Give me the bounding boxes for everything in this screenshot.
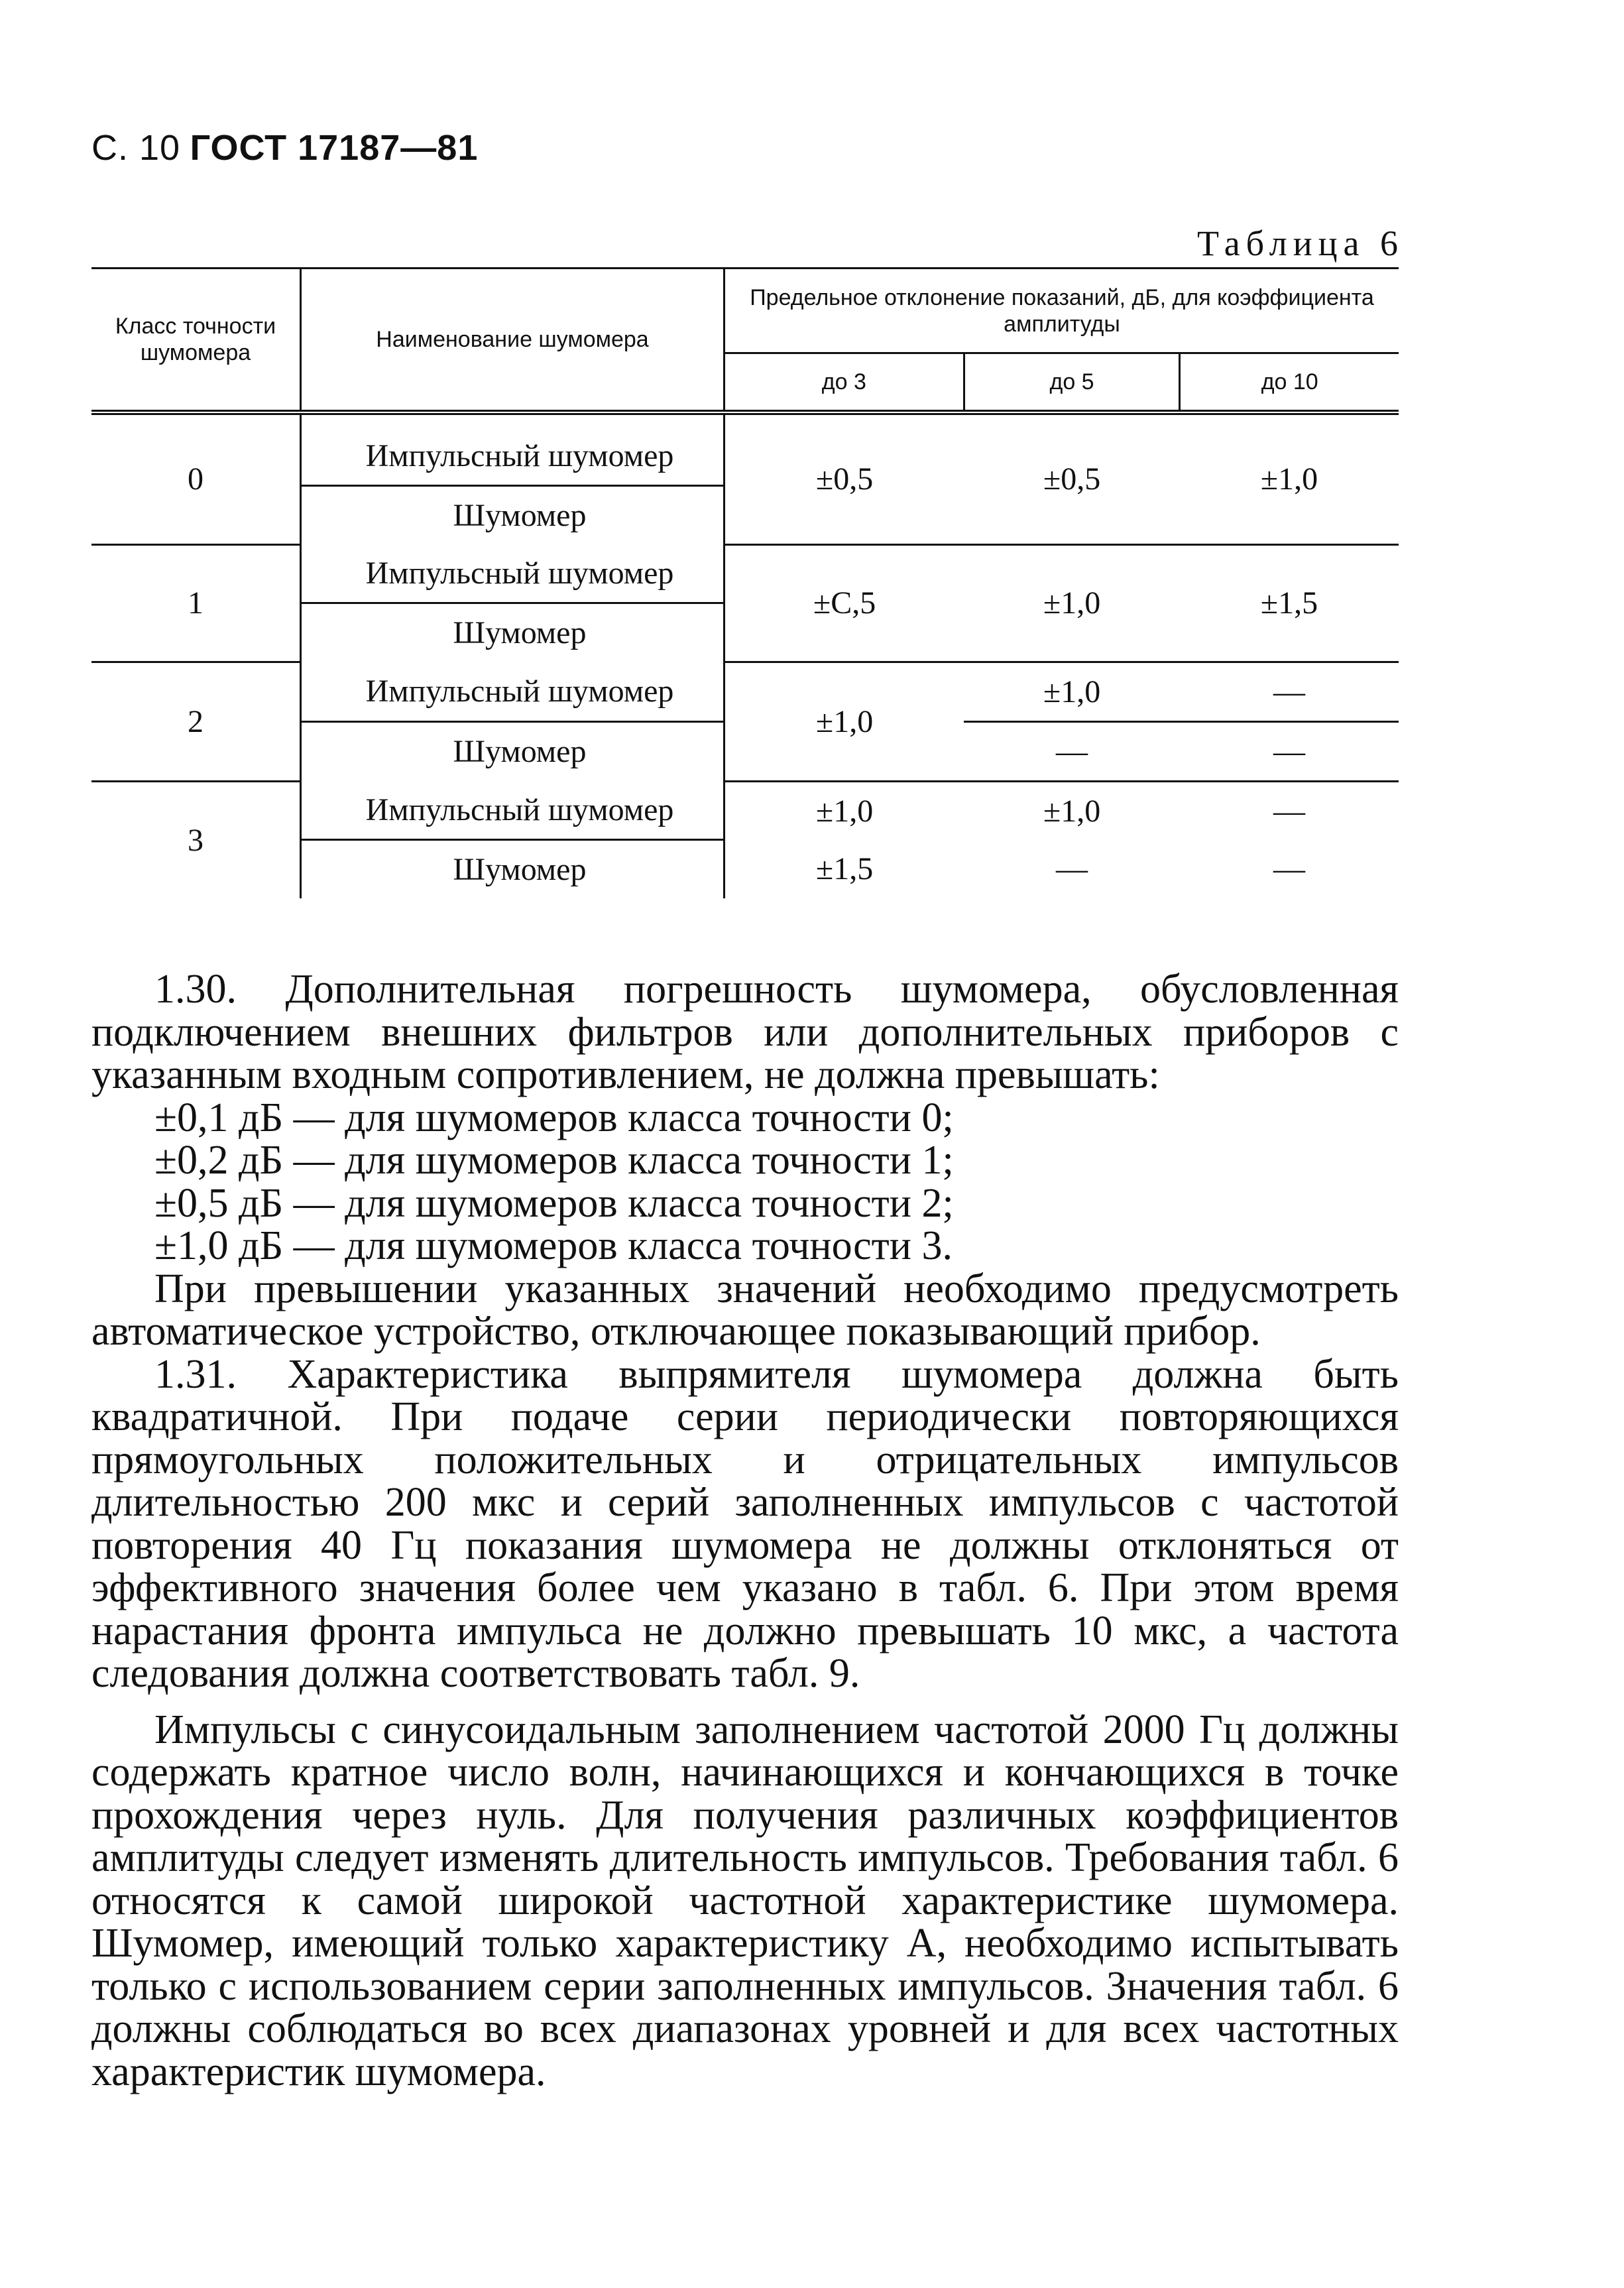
value-cell: ±0,5 (725, 412, 964, 544)
table-row (91, 662, 1399, 721)
value-cell: — (1180, 721, 1399, 781)
class-cell: 3 (91, 781, 301, 898)
page-number: С. 10 (91, 128, 181, 168)
col-header-limit-group: Предельное отклонение показаний, дБ, для коэффициента амплитуды (725, 269, 1399, 353)
value-cell: — (964, 721, 1180, 781)
page-header (91, 127, 478, 168)
tolerance-table (91, 267, 1399, 898)
value-cell: — (1273, 851, 1305, 887)
value-cell: ±1,0 (1180, 412, 1399, 544)
class-cell: 0 (91, 412, 301, 544)
meter-name-cell: Импульсный шумомер (301, 662, 725, 721)
meter-name-cell: Шумомер (301, 840, 725, 899)
table-row (91, 781, 1399, 840)
list-item: ±0,1 дБ — для шумомеров класса точности 0; (154, 1095, 954, 1140)
value-cell: — (1180, 662, 1399, 721)
list-item: ±1,0 дБ — для шумомеров класса точности 3. (154, 1223, 953, 1268)
table-row (91, 544, 1399, 603)
paragraph-1-30-tail: При превышении указанных значений необходимо предусмотреть автоматическое устройство, отключающее показывающий прибор. (91, 1266, 1399, 1354)
col-header-crest-10: до 10 (1261, 369, 1318, 394)
value-cell: ±С,5 (725, 544, 964, 662)
body-text (91, 968, 1399, 2093)
paragraph-1-30: 1.30. Дополнительная погрешность шумомера, обусловленная подключением внешних фильтров или дополнительных приборов с указанным входным сопротивлением, не должна превышать: (91, 967, 1399, 1097)
meter-name-cell: Импульсный шумомер (301, 412, 725, 486)
meter-name-cell: Шумомер (301, 486, 725, 545)
value-cell: ±0,5 (964, 412, 1180, 544)
standard-number: ГОСТ 17187—81 (190, 128, 479, 168)
list-item: ±0,5 дБ — для шумомеров класса точности 2; (154, 1180, 954, 1226)
table-header (91, 269, 1399, 413)
value-cell: ±1,0 (964, 544, 1180, 662)
class-cell: 1 (91, 544, 301, 662)
value-cell: ±1,0 (1043, 793, 1101, 829)
list-item: ±0,2 дБ — для шумомеров класса точности 1; (154, 1138, 954, 1183)
col-header-crest-3: до 3 (725, 353, 964, 413)
meter-name-cell: Шумомер (301, 721, 725, 781)
value-cell: ±1,0 (725, 662, 964, 781)
value-cell: ±1,0 (815, 793, 874, 829)
meter-name-cell: Шумомер (301, 603, 725, 662)
class-cell: 2 (91, 662, 301, 781)
value-cell: ±1,0 (964, 662, 1180, 721)
value-cell: — (1273, 793, 1305, 829)
col-header-crest-5: до 5 (964, 353, 1180, 413)
value-cell: ±1,5 (815, 851, 874, 887)
table-caption: Таблица 6 (1197, 223, 1404, 263)
paragraph-1-31-b: Импульсы с синусоидальным заполнением частотой 2000 Гц должны содержать кратное число волн, начинающихся и кончающихся в точке прохождения через нуль. Для получения различных коэффициентов амплитуды следует изменять длительность импульсов. Требования табл. 6 относятся к самой широкой частотной характеристике шумомера. Шумомер, имеющий только характеристику А, необходимо испытывать только с использованием серии заполненных импульсов. Значения табл. 6 должны соблюдаться во всех диапазонах уровней и для всех частотных характеристик шумомера. (91, 1707, 1399, 2094)
meter-name-cell: Импульсный шумомер (301, 544, 725, 603)
paragraph-1-31: 1.31. Характеристика выпрямителя шумомера должна быть квадратичной. При подаче серии периодически повторяющихся прямоугольных положительных и отрицательных импульсов длительностью 200 мкс и серий заполненных импульсов с частотой повторения 40 Гц показания шумомера не должны отклоняться от эффективного значения более чем указано в табл. 6. При этом время нарастания фронта импульса не должно превышать 10 мкс, а частота следования должна соответствовать табл. 9. (91, 1351, 1399, 1696)
value-cell: ±1,5 (1180, 544, 1399, 662)
col-header-accuracy-class: Класс точности шумомера (91, 269, 301, 413)
meter-name-cell: Импульсный шумомер (301, 781, 725, 840)
col-header-meter-name: Наименование шумомера (301, 269, 725, 413)
table-row (91, 412, 1399, 486)
value-cell: — (1056, 851, 1088, 887)
